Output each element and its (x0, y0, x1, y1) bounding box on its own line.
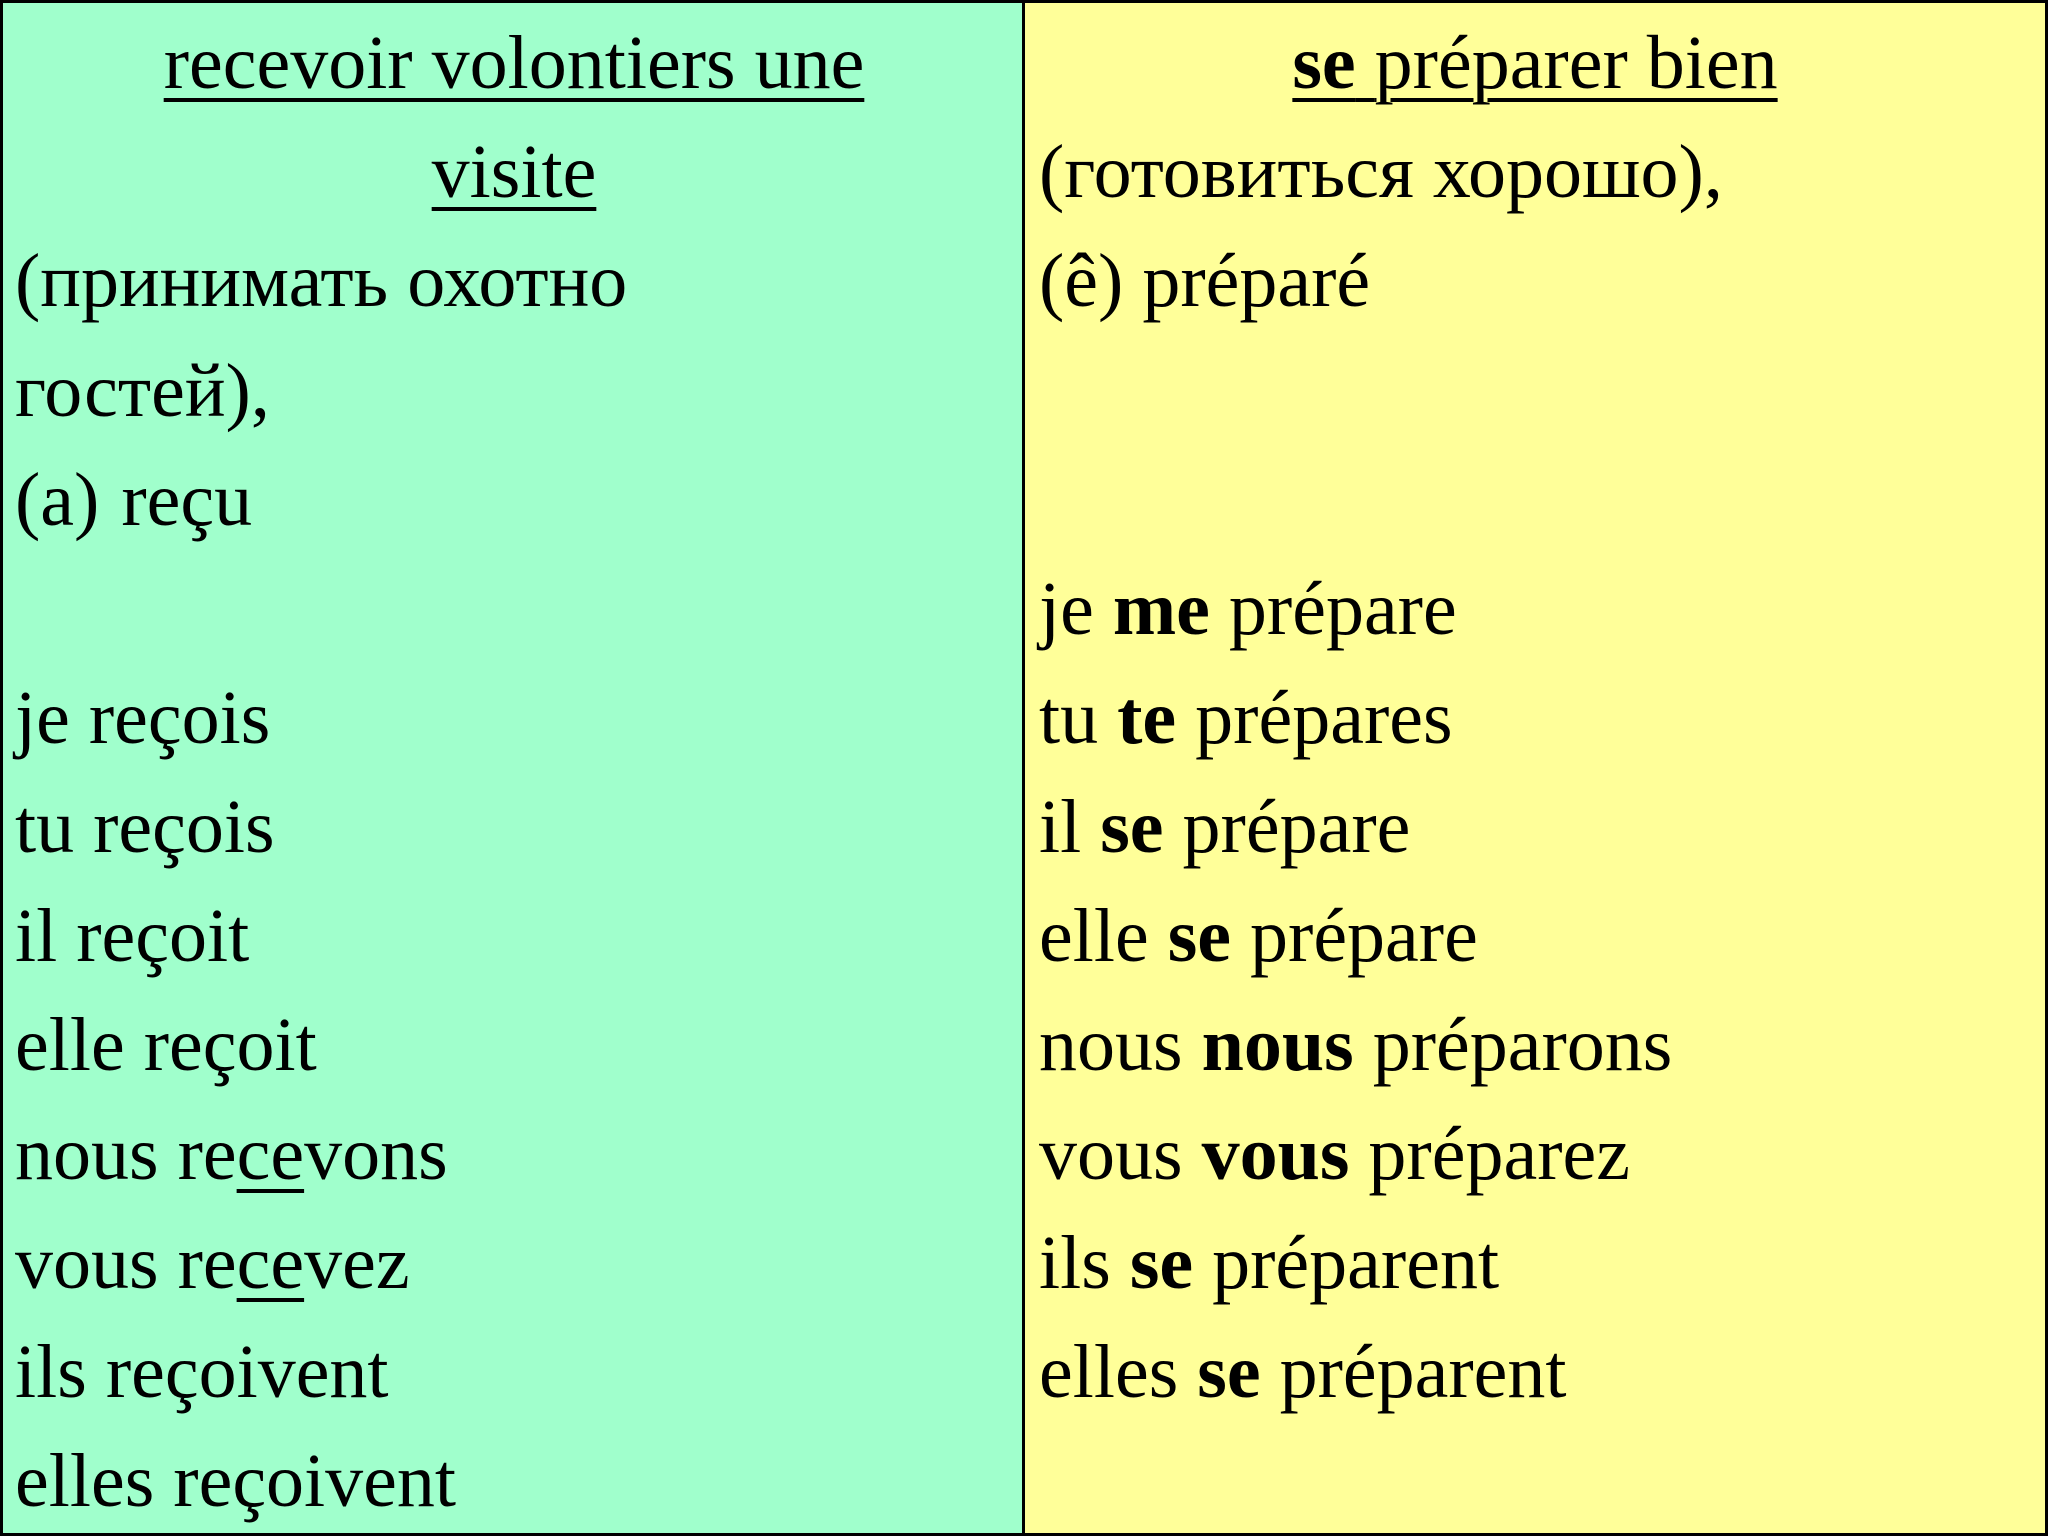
right-translation: (готовиться хорошо), (1039, 130, 1723, 214)
verb-suffix: vons (304, 1112, 448, 1196)
verb-form: prépares (1195, 676, 1453, 760)
verb-prefix: re (177, 1221, 237, 1305)
verb-form: préparent (1212, 1221, 1500, 1305)
verb-form: préparent (1279, 1330, 1567, 1414)
left-participle-aux: (a) (15, 458, 100, 542)
verb-prefix: re (177, 1112, 237, 1196)
pronoun: vous (15, 1221, 159, 1305)
left-conj-row (15, 1439, 457, 1523)
pronoun: nous (1039, 1003, 1183, 1087)
verb-form: reçois (93, 785, 275, 869)
right-conj-row (1039, 1003, 1673, 1087)
verb-form: prépare (1182, 785, 1411, 869)
verb-underlined-part: ce (236, 1112, 305, 1196)
verb-underlined-part: ce (236, 1221, 305, 1305)
reflexive-pronoun: me (1112, 567, 1210, 651)
reflexive-pronoun: vous (1201, 1112, 1350, 1196)
verb-form: préparons (1372, 1003, 1673, 1087)
pronoun: il (1039, 785, 1082, 869)
verb-form: prépare (1228, 567, 1457, 651)
right-conj-row (1039, 676, 1453, 760)
reflexive-pronoun: se (1100, 785, 1164, 869)
left-conj-row (15, 1221, 410, 1305)
pronoun: tu (1039, 676, 1099, 760)
pronoun: vous (1039, 1112, 1183, 1196)
right-conj-row (1039, 1112, 1630, 1196)
reflexive-pronoun: te (1117, 676, 1177, 760)
verb-suffix: vez (304, 1221, 410, 1305)
pronoun: elles (1039, 1330, 1179, 1414)
left-column-recevoir (3, 3, 1025, 1533)
right-title-reflexive: se (1292, 21, 1356, 105)
left-conj-row (15, 1112, 448, 1196)
reflexive-pronoun: nous (1201, 1003, 1354, 1087)
pronoun: je (1039, 567, 1094, 651)
left-conj-row (15, 1003, 317, 1087)
left-translation-line2: гостей), (15, 349, 270, 433)
verb-form: préparez (1368, 1112, 1630, 1196)
right-participle: (ê) préparé (1039, 239, 1371, 323)
verb-form: reçoit (143, 1003, 317, 1087)
verb-form: reçoit (76, 894, 250, 978)
left-conj-row (15, 785, 275, 869)
pronoun: il (15, 894, 58, 978)
left-participle-row (15, 458, 253, 542)
reflexive-pronoun: se (1167, 894, 1232, 978)
right-conj-row (1039, 1221, 1500, 1305)
left-conj-row (15, 1330, 389, 1414)
right-column-se-preparer (1025, 3, 2045, 1533)
pronoun: je (15, 676, 70, 760)
pronoun: elle (1039, 894, 1149, 978)
verb-form (178, 1221, 410, 1305)
left-title-line2: visite (431, 130, 597, 214)
left-title-line1: recevoir volontiers une (163, 21, 865, 105)
pronoun: nous (15, 1112, 159, 1196)
right-conj-row (1039, 785, 1411, 869)
verb-form: reçoivent (173, 1439, 457, 1523)
left-participle: reçu (121, 458, 253, 542)
reflexive-pronoun: se (1197, 1330, 1261, 1414)
right-title-verb: préparer bien (1374, 21, 1778, 105)
right-title (1025, 21, 2045, 105)
pronoun: elle (15, 1003, 125, 1087)
pronoun: elles (15, 1439, 155, 1523)
pronoun: ils (15, 1330, 87, 1414)
left-conj-row (15, 676, 271, 760)
right-conj-row (1039, 1330, 1567, 1414)
verb-form: reçoivent (105, 1330, 389, 1414)
verb-form (178, 1112, 448, 1196)
right-conj-row (1039, 567, 1457, 651)
pronoun: tu (15, 785, 75, 869)
reflexive-pronoun: se (1129, 1221, 1194, 1305)
pronoun: ils (1039, 1221, 1111, 1305)
right-conj-row (1039, 894, 1478, 978)
left-conj-row (15, 894, 250, 978)
left-translation-line1: (принимать охотно (15, 239, 628, 323)
verb-form: reçois (88, 676, 271, 760)
verb-form: prépare (1250, 894, 1478, 978)
